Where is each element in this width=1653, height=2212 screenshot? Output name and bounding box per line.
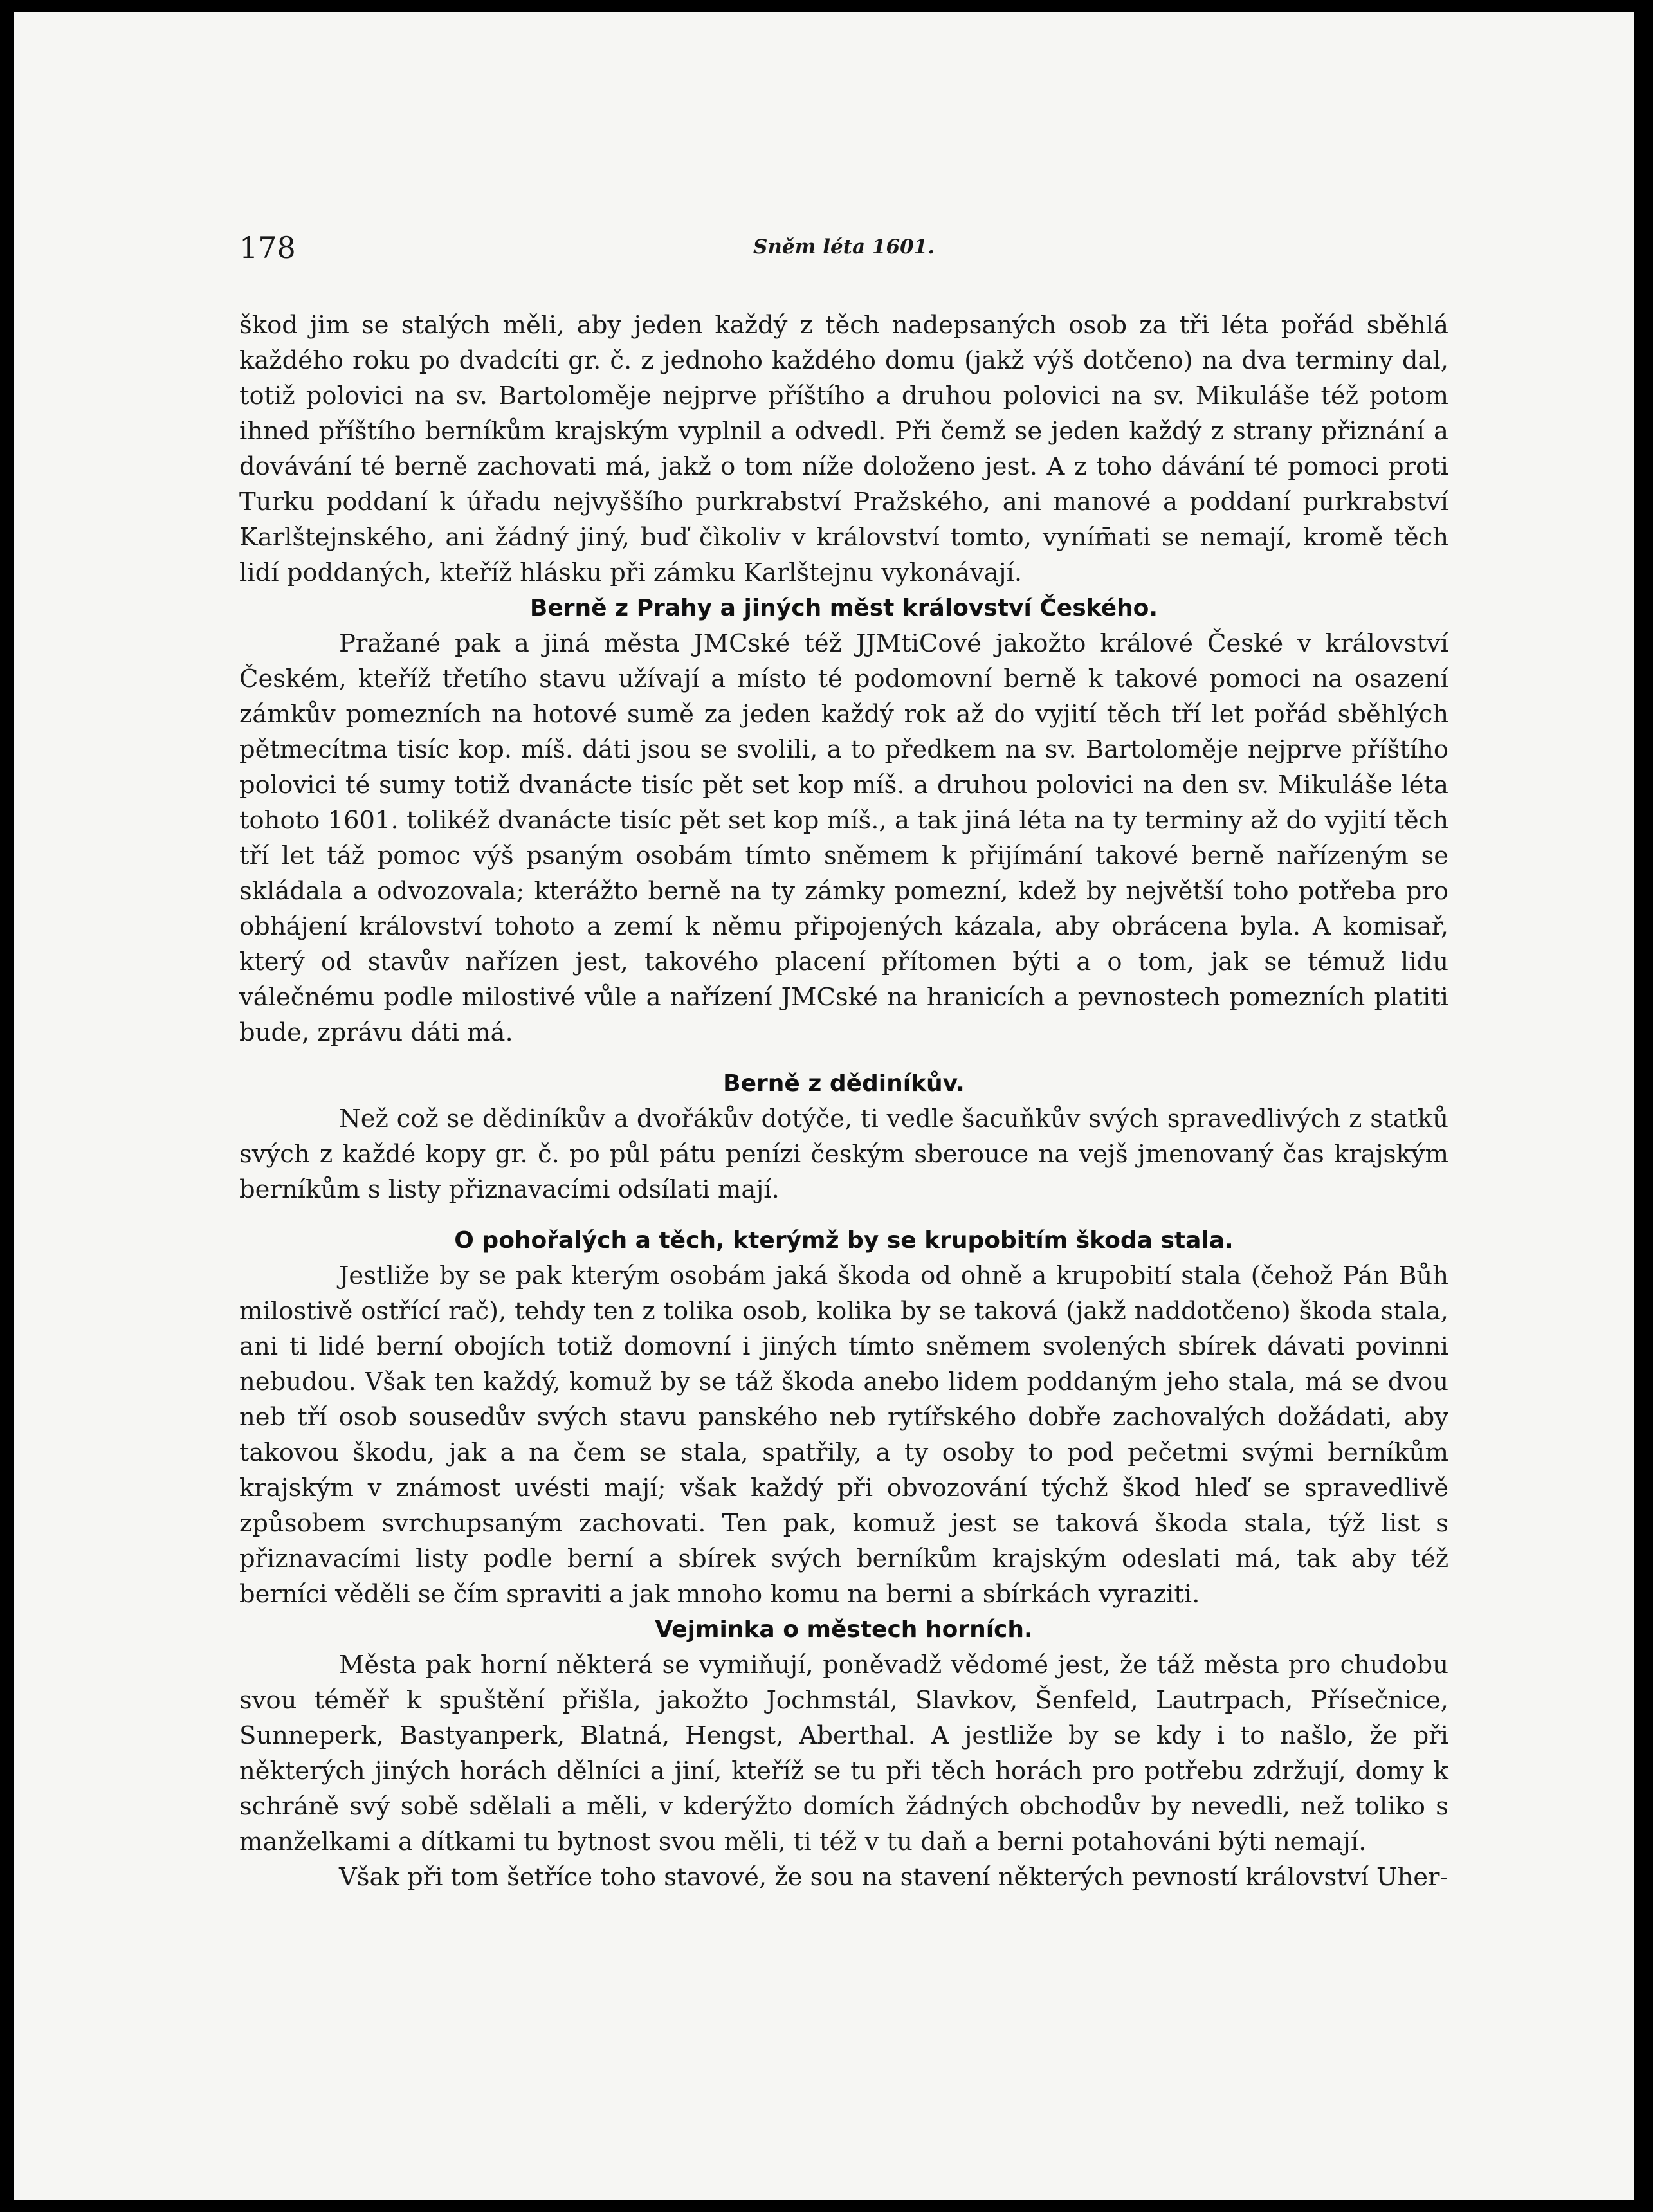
section-heading-mining-towns: Vejminka o městech horních. [655, 1616, 1033, 1643]
page-sheet [14, 12, 1634, 2200]
paragraph-fortresses: Však při tom šetříce toho stavové, že sou na stavení některých pevností království Uher- [339, 1863, 1448, 1892]
section-heading-prague-towns: Berně z Prahy a jiných měst království Českého. [529, 595, 1158, 621]
section-heading-heirs: Berně z dědiníkův. [723, 1070, 965, 1097]
paragraph-fire-hail: Jestliže by se pak kterým osobám jaká škoda od ohně a krupobití stala (čehož Pán Bůh milostivě ostřící rač), tehdy ten z tolika osob, kolika by se taková (jakž naddotčeno) škoda stala, ani ti lidé berní obojích totiž domovní i jiných tímto sněmem svolených sbírek dávati povinni nebudou. Však ten každý, komuž by se táž škoda anebo lidem poddaným jeho stala, má se dvou neb tří osob sousedův svých stavu panského neb rytířského dobře zachovalých dožádati, aby takovou škodu, jak a na čem se stala, spatřily, a ty osoby to pod pečetmi svými berníkům krajským v známost uvésti mají; však každý při obvozování týchž škod hleď se spravedlivě způsobem svrchupsaným zachovati. Ten pak, komuž jest se taková škoda stala, týž list s přiznavacími listy podle berní a sbírek svých berníkům krajským odeslati má, tak aby též berníci věděli se čím spraviti a jak mnoho komu na berni a sbírkách vyraziti. [239, 1261, 1448, 1609]
paragraph-mining-towns: Města pak horní některá se vymiňují, poněvadž vědomé jest, že táž města pro chudobu svou téměř k spuštění přišla, jakožto Jochmstál, Slavkov, Šenfeld, Lautrpach, Přísečnice, Sunneperk, Bastyanperk, Blatná, Hengst, Aberthal. A jestliže by se kdy i to našlo, že při některých jiných horách dělníci a jiní, kteříž se tu při těch horách pro potřebu zdržují, domy k schráně svý sobě sdělali a měli, v kderýžto domích žádných obchodův by nevedli, než toliko s manželkami a dítkami tu bytnost svou měli, ti též v tu daň a berni potahováni býti nemají. [239, 1650, 1448, 1856]
paragraph-prague-towns: Pražané pak a jiná města JMCské též JJMtiCové jakožto králové České v království Českém, kteříž třetího stavu užívají a místo té podomovní berně k takové pomoci na osazení zámkův pomezních na hotové sumě za jeden každý rok až do vyjití těch tří let pořád sběhlých pětmecítma tisíc kop. míš. dáti jsou se svolili, a to předkem na sv. Bartoloměje nejprve příštího polovici té sumy totiž dvanácte tisíc pět set kop míš. a druhou polovici na den sv. Mikuláše léta tohoto 1601. tolikéž dvanácte tisíc pět set kop míš., a tak jiná léta na ty terminy až do vyjití těch tří let táž pomoc výš psaným osobám tímto sněmem k přijímání takové berně nařízeným se skládala a odvozovala; kterážto berně na ty zámky pomezní, kdež by největší toho potřeba pro obhájení království tohoto a zemí k němu připojených kázala, aby obrácena byla. A komisař, který od stavův nařízen jest, takového placení přítomen býti a o tom, jak se témuž lidu válečnému podle milostivé vůle a nařízení JMCské na hranicích a pevnostech pomezních platiti bude, zprávu dáti má. [239, 629, 1448, 1047]
section-heading-fire-hail: O pohořalých a těch, kterýmž by se krupobitím škoda stala. [454, 1227, 1234, 1254]
page-body [239, 307, 1448, 1895]
page-number: 178 [239, 230, 296, 265]
running-title: Sněm léta 1601. [753, 235, 935, 259]
paragraph-heirs: Než což se dědiníkův a dvořákův dotýče, ti vedle šacuňkův svých spravedlivých z statků svých z každé kopy gr. č. po půl pátu penízi českým sberouce na vejš jmenovaný čas krajským berníkům s listy přiznavacími odsílati mají. [239, 1104, 1448, 1204]
paragraph-continued: škod jim se stalých měli, aby jeden každý z těch nadepsaných osob za tři léta pořád sběhlá každého roku po dvadcíti gr. č. z jednoho každého domu (jakž výš dotčeno) na dva terminy dal, totiž polovici na sv. Bartoloměje nejprve příštího a druhou polovici na sv. Mikuláše též potom ihned příštího berníkům krajským vyplnil a odvedl. Při čemž se jeden každý z strany přiznání a dovávání té berně zachovati má, jakž o tom níže doloženo jest. A z toho dávání té pomoci proti Turku poddaní k úřadu nejvyššího purkrabství Pražského, ani manové a poddaní purkrabství Karlštejnského, ani žádný jiný, buď čìkoliv v království tomto, vyním̄ati se nemají, kromě těch lidí poddaných, kteříž hlásku při zámku Karlštejnu vykonávají. [239, 311, 1448, 587]
page-header [239, 230, 1448, 269]
